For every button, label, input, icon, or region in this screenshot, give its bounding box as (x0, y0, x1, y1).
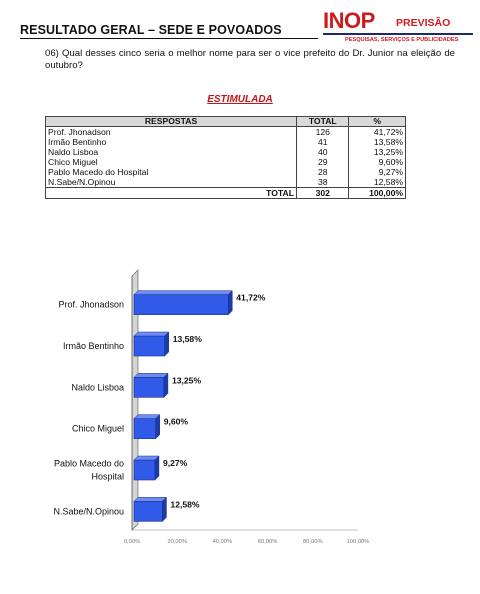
x-tick-label: 20,00% (167, 539, 188, 545)
table-row (46, 167, 406, 177)
logo-brand: INOP (323, 8, 375, 33)
data-label: 9,60% (163, 416, 189, 427)
table-row (46, 157, 406, 167)
bar-top-face (134, 415, 160, 419)
data-label: 13,58% (172, 334, 202, 344)
bar-top-face (134, 373, 168, 377)
x-tick-label: 60,00% (257, 539, 278, 545)
bar-top-face (134, 332, 169, 336)
bar (134, 460, 155, 480)
logo-tagline: PESQUISAS, SERVIÇOS E PUBLICIDADES (345, 37, 459, 43)
category-label: Chico Miguel (71, 423, 124, 434)
total-value: 302 (297, 188, 349, 199)
x-tick-label: 40,00% (212, 539, 233, 545)
x-tick-label: 100,00% (346, 539, 370, 545)
bar (134, 336, 165, 356)
row-percent: 9,27% (349, 167, 406, 177)
data-label: 12,58% (170, 499, 200, 510)
x-tick-label: 80,00% (302, 539, 323, 545)
row-total: 29 (297, 157, 349, 167)
bar-side-face (228, 291, 232, 315)
logo-underline (323, 33, 473, 35)
bar-chart (0, 250, 480, 560)
header-rule (20, 38, 318, 39)
row-total: 40 (297, 147, 349, 157)
category-label: Irmão Bentinho (62, 341, 124, 351)
data-label: 9,27% (162, 458, 188, 468)
category-label: Pablo Macedo do (53, 458, 124, 469)
section-title: ESTIMULADA (207, 94, 273, 105)
bar (134, 419, 156, 439)
row-total: 38 (297, 177, 349, 188)
row-label: Chico Miguel (46, 157, 297, 167)
table-row (46, 127, 406, 138)
x-tick-label: 0,00% (123, 539, 141, 545)
table-row (46, 147, 406, 157)
category-label: N.Sabe/N.Opinou (53, 506, 124, 517)
category-label: Hospital (91, 471, 124, 482)
table-header-row (46, 117, 406, 127)
category-label: Naldo Lisboa (71, 382, 124, 393)
data-label: 13,25% (171, 375, 202, 386)
header-percent: % (349, 117, 406, 127)
bar-top-face (134, 497, 166, 501)
bar-side-face (155, 456, 159, 480)
bar (134, 295, 228, 315)
bar-side-face (164, 373, 168, 397)
header-total: TOTAL (297, 117, 349, 127)
row-label: Naldo Lisboa (46, 147, 297, 157)
bar-side-face (156, 415, 160, 439)
row-percent: 13,58% (349, 137, 406, 147)
results-table (45, 116, 406, 199)
table-row (46, 137, 406, 147)
bar-top-face (134, 291, 232, 295)
row-total: 126 (297, 127, 349, 138)
row-percent: 13,25% (349, 147, 406, 157)
header-respostas: RESPOSTAS (46, 117, 297, 127)
total-percent: 100,00% (349, 188, 406, 199)
data-label: 41,72% (236, 292, 266, 303)
row-percent: 9,60% (349, 157, 406, 167)
row-label: N.Sabe/N.Opinou (46, 177, 297, 188)
bar-side-face (165, 332, 169, 356)
table-row (46, 177, 406, 188)
bar (134, 501, 162, 521)
row-label: Prof. Jhonadson (46, 127, 297, 138)
row-percent: 12,58% (349, 177, 406, 188)
table-total-row (46, 188, 406, 199)
category-label: Prof. Jhonadson (58, 299, 124, 310)
report-title: RESULTADO GERAL – SEDE E POVOADOS (20, 23, 282, 37)
row-label: Pablo Macedo do Hospital (46, 167, 297, 177)
total-label: TOTAL (46, 188, 297, 199)
row-percent: 41,72% (349, 127, 406, 138)
row-label: Irmão Bentinho (46, 137, 297, 147)
question-text: 06) Qual desses cinco seria o melhor nome para ser o vice prefeito do Dr. Junior na eleição de outubro? (45, 48, 455, 71)
logo-brand-secondary: PREVISÃO (396, 17, 451, 29)
row-total: 41 (297, 137, 349, 147)
company-logo (323, 8, 475, 48)
bar (134, 377, 164, 397)
row-total: 28 (297, 167, 349, 177)
bar-side-face (162, 497, 166, 521)
